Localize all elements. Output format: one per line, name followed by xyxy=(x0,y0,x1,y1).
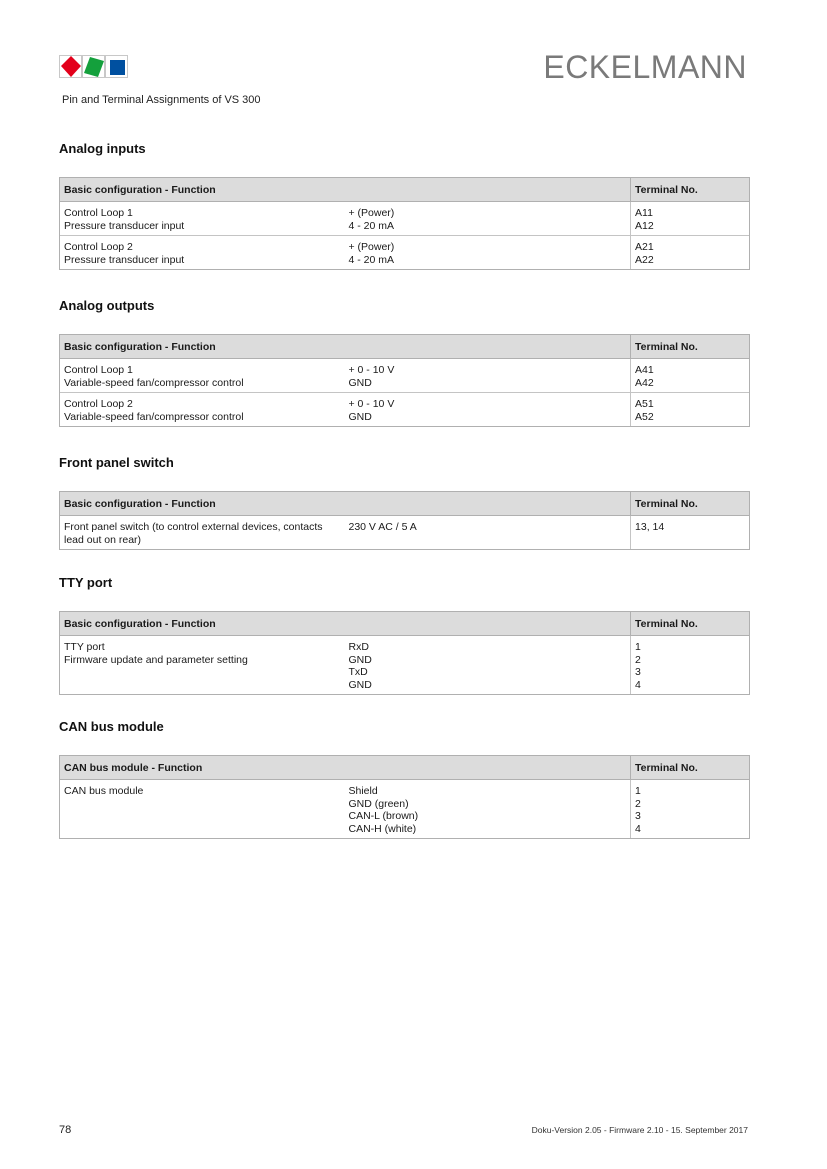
terminal-column-header: Terminal No. xyxy=(631,612,750,636)
company-logo-icon xyxy=(59,55,128,78)
function-cell xyxy=(60,516,345,550)
terminal-column-header: Terminal No. xyxy=(631,178,750,202)
cell-line: CAN bus module xyxy=(64,785,144,797)
function-cell xyxy=(60,236,345,270)
page-number: 78 xyxy=(59,1124,72,1136)
signal-cell xyxy=(345,202,631,236)
function-cell xyxy=(60,359,345,393)
signal-cell xyxy=(345,359,631,393)
terminal-cell xyxy=(631,236,750,270)
signal-cell xyxy=(345,393,631,427)
blue-square-icon xyxy=(110,60,125,75)
cell-line: Control Loop 1 xyxy=(64,364,133,376)
cell-line: Pressure transducer input xyxy=(64,219,185,232)
section-title: CAN bus module xyxy=(59,719,164,734)
cell-line: 13, 14 xyxy=(635,521,665,533)
table-row xyxy=(60,636,750,695)
cell-line: A42 xyxy=(635,376,654,389)
cell-line: + (Power) xyxy=(348,207,395,219)
cell-line: 2 xyxy=(635,653,641,666)
cell-line: 1 xyxy=(635,641,641,653)
function-cell xyxy=(60,202,345,236)
cell-line: GND xyxy=(348,653,372,666)
cell-line: A51 xyxy=(635,398,654,410)
brand-name: ECKELMANN xyxy=(543,49,747,85)
terminal-column-header: Terminal No. xyxy=(631,335,750,359)
cell-line: GND xyxy=(348,410,372,423)
cell-line: A21 xyxy=(635,241,654,253)
function-cell xyxy=(60,636,345,695)
cell-line: Shield xyxy=(348,785,378,797)
section-title: TTY port xyxy=(59,575,113,590)
table-row xyxy=(60,359,750,393)
terminal-cell xyxy=(631,516,750,550)
document-subtitle: Pin and Terminal Assignments of VS 300 xyxy=(62,94,261,106)
cell-line: 3 xyxy=(635,810,641,822)
cell-line: Control Loop 1 xyxy=(64,207,133,219)
cell-line: A12 xyxy=(635,219,654,232)
table-row xyxy=(60,236,750,270)
cell-line: A22 xyxy=(635,253,654,266)
cell-line: Control Loop 2 xyxy=(64,398,133,410)
green-diamond-icon xyxy=(84,57,104,77)
signal-cell xyxy=(345,636,631,695)
function-column-header: Basic configuration - Function xyxy=(60,178,631,202)
cell-line: CAN-H (white) xyxy=(348,822,417,835)
cell-line: Control Loop 2 xyxy=(64,241,133,253)
cell-line: 4 - 20 mA xyxy=(348,219,395,232)
function-cell xyxy=(60,393,345,427)
terminal-cell xyxy=(631,636,750,695)
table-row xyxy=(60,393,750,427)
cell-line: Variable-speed fan/compressor control xyxy=(64,410,244,423)
cell-line: + 0 - 10 V xyxy=(348,398,395,410)
function-column-header: CAN bus module - Function xyxy=(60,756,631,780)
cell-line: 4 xyxy=(635,822,641,835)
cell-line: CAN-L (brown) xyxy=(348,810,419,822)
table-header-row xyxy=(60,756,750,780)
terminal-cell xyxy=(631,780,750,839)
section-title: Analog outputs xyxy=(59,298,155,313)
cell-line: 2 xyxy=(635,797,641,810)
signal-cell xyxy=(345,780,631,839)
terminal-table xyxy=(59,177,750,270)
cell-line: A41 xyxy=(635,364,654,376)
cell-line: Front panel switch (to control external devices, contacts xyxy=(64,521,323,533)
cell-line: GND (green) xyxy=(348,797,409,810)
table-header-row xyxy=(60,335,750,359)
function-column-header: Basic configuration - Function xyxy=(60,612,631,636)
cell-line: 4 xyxy=(635,678,641,691)
cell-line: 3 xyxy=(635,666,641,678)
table-row xyxy=(60,516,750,550)
cell-line: GND xyxy=(348,376,372,389)
terminal-cell xyxy=(631,393,750,427)
cell-line: A52 xyxy=(635,410,654,423)
cell-line: RxD xyxy=(348,641,369,653)
terminal-column-header: Terminal No. xyxy=(631,756,750,780)
table-row xyxy=(60,780,750,839)
terminal-table xyxy=(59,611,750,695)
section-title: Front panel switch xyxy=(59,455,174,470)
cell-line: TxD xyxy=(348,666,368,678)
function-cell xyxy=(60,780,345,839)
terminal-table xyxy=(59,334,750,427)
terminal-table xyxy=(59,755,750,839)
terminal-column-header: Terminal No. xyxy=(631,492,750,516)
terminal-table xyxy=(59,491,750,550)
terminal-cell xyxy=(631,202,750,236)
cell-line: GND xyxy=(348,678,372,691)
cell-line: 1 xyxy=(635,785,641,797)
cell-line: Firmware update and parameter setting xyxy=(64,653,248,666)
cell-line: A11 xyxy=(635,207,653,219)
function-column-header: Basic configuration - Function xyxy=(60,492,631,516)
cell-line: + (Power) xyxy=(348,241,395,253)
cell-line: TTY port xyxy=(64,641,105,653)
table-header-row xyxy=(60,492,750,516)
section-title: Analog inputs xyxy=(59,141,146,156)
cell-line: 4 - 20 mA xyxy=(348,253,395,266)
function-column-header: Basic configuration - Function xyxy=(60,335,631,359)
terminal-cell xyxy=(631,359,750,393)
cell-line: Variable-speed fan/compressor control xyxy=(64,376,244,389)
cell-line: Pressure transducer input xyxy=(64,253,185,266)
cell-line: lead out on rear) xyxy=(64,533,142,546)
document-version: Doku-Version 2.05 - Firmware 2.10 - 15. September 2017 xyxy=(531,1125,748,1135)
signal-cell xyxy=(345,236,631,270)
cell-line: 230 V AC / 5 A xyxy=(348,521,417,533)
signal-cell xyxy=(345,516,631,550)
table-header-row xyxy=(60,178,750,202)
cell-line: + 0 - 10 V xyxy=(348,364,395,376)
table-row xyxy=(60,202,750,236)
table-header-row xyxy=(60,612,750,636)
red-diamond-icon xyxy=(61,56,81,77)
